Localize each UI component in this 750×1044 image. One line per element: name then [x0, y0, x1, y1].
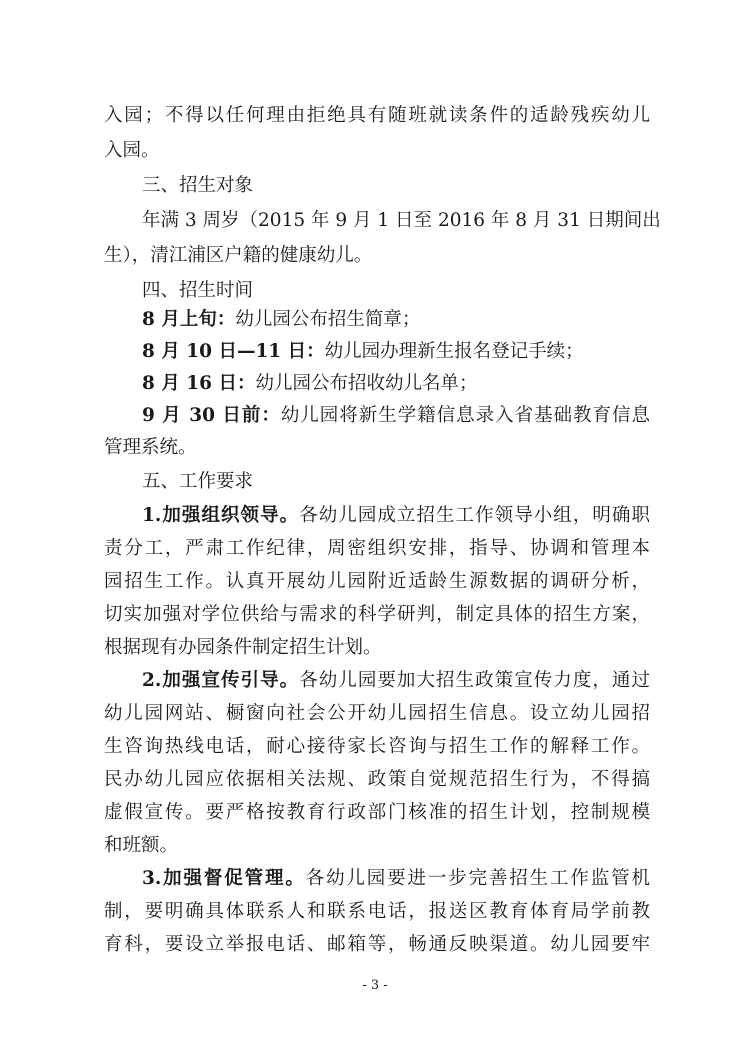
body-line: 生），清江浦区户籍的健康幼儿。 [104, 245, 373, 266]
requirement-title: 2.加强宣传引导。 [142, 670, 300, 691]
section-heading-4: 四、招生时间 [142, 280, 254, 301]
schedule-text: 幼儿园办理新生报名登记手续； [324, 341, 584, 362]
body-line: 责分工，严肃工作纪律，周密组织安排，指导、协调和管理本 [104, 538, 650, 559]
body-line: 和班额。 [104, 835, 179, 856]
requirement-item [142, 863, 650, 895]
body-line: 虚假宣传。要严格按教育行政部门核准的招生计划，控制规模 [104, 802, 650, 823]
schedule-text: 幼儿园公布招生简章； [235, 309, 421, 330]
section-heading-3: 三、招生对象 [142, 175, 254, 196]
body-line: 园招生工作。认真开展幼儿园附近适龄生源数据的调研分析， [104, 571, 650, 592]
schedule-text: 幼儿园公布招收幼儿名单； [255, 373, 478, 394]
body-line: 入园。 [104, 140, 160, 161]
body-line: 制，要明确具体联系人和联系电话，报送区教育体育局学前教 [104, 901, 650, 922]
requirement-item [142, 665, 650, 697]
requirement-title: 1.加强组织领导。 [142, 505, 300, 526]
schedule-item [142, 336, 650, 368]
body-line: 管理系统。 [104, 437, 197, 458]
schedule-text: 幼儿园将新生学籍信息录入省基础教育信息 [280, 405, 650, 426]
requirement-title: 3.加强督促管理。 [142, 868, 306, 889]
schedule-date: 8 月 10 日—11 日： [142, 341, 325, 362]
requirement-text: 各幼儿园要进一步完善招生工作监管机 [305, 868, 650, 889]
requirement-item [142, 500, 650, 532]
body-line: 根据现有办园条件制定招生计划。 [104, 637, 382, 658]
requirement-text: 各幼儿园成立招生工作领导小组，明确职 [299, 505, 650, 526]
section-heading-5: 五、工作要求 [142, 471, 254, 492]
schedule-date: 9 月 30 日前： [142, 405, 281, 426]
schedule-item [142, 400, 650, 432]
schedule-item [142, 304, 650, 336]
body-line: 幼儿园网站、橱窗向社会公开幼儿园招生信息。设立幼儿园招 [104, 703, 650, 724]
body-line: 育科，要设立举报电话、邮箱等，畅通反映渠道。幼儿园要牢 [104, 934, 650, 955]
body-line: 切实加强对学位供给与需求的科学研判，制定具体的招生方案， [104, 604, 650, 625]
requirement-text: 各幼儿园要加大招生政策宣传力度，通过 [299, 670, 650, 691]
schedule-date: 8 月 16 日： [142, 373, 256, 394]
schedule-item [142, 368, 650, 400]
body-line: 年满 3 周岁（2015 年 9 月 1 日至 2016 年 8 月 31 日期间出 [142, 210, 661, 231]
schedule-date: 8 月上旬： [142, 309, 236, 330]
body-line: 入园；不得以任何理由拒绝具有随班就读条件的适龄残疾幼儿 [104, 105, 650, 126]
body-line: 民办幼儿园应依据相关法规、政策自觉规范招生行为，不得搞 [104, 769, 650, 790]
page-number: - 3 - [362, 978, 388, 993]
body-line: 生咨询热线电话，耐心接待家长咨询与招生工作的解释工作。 [104, 736, 650, 757]
